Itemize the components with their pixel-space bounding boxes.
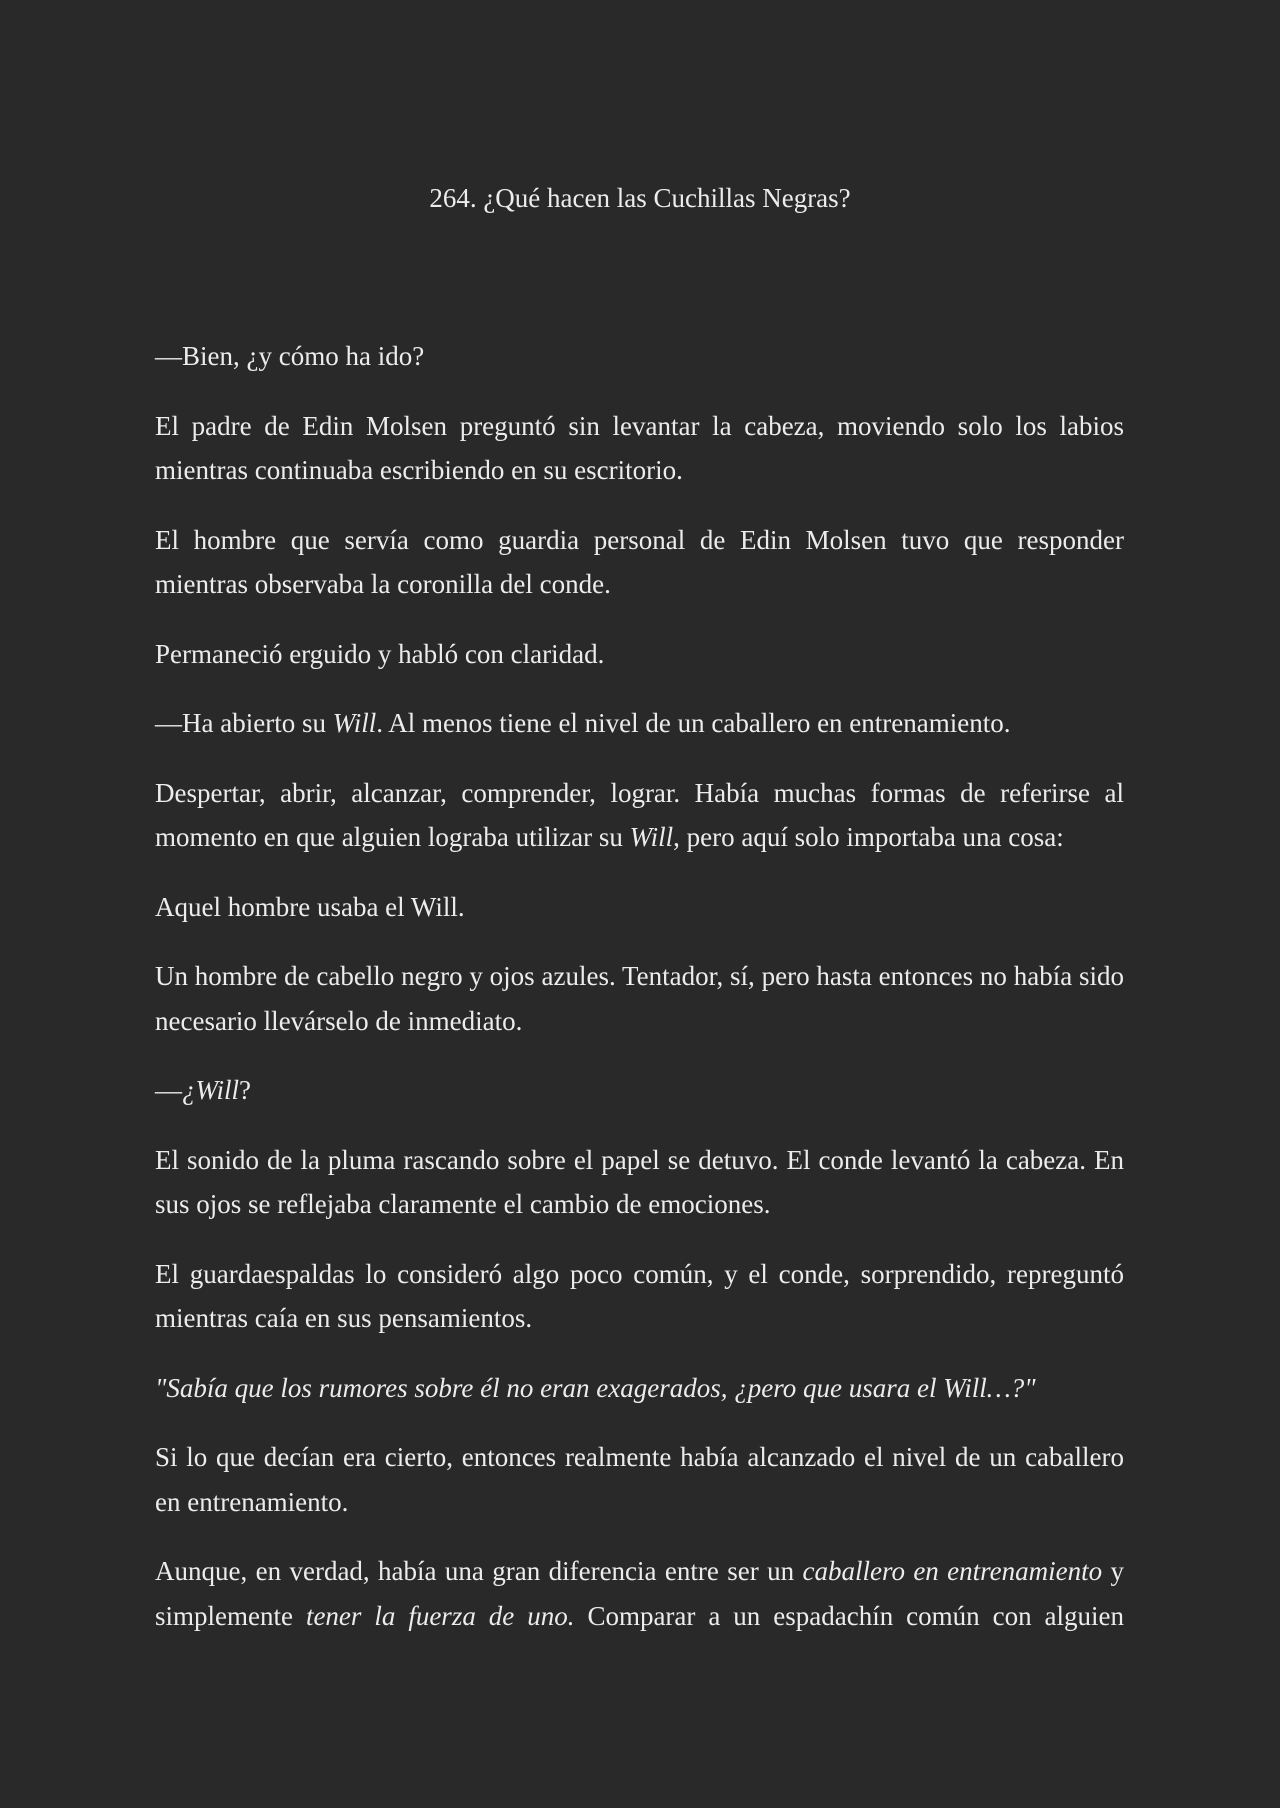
paragraph: Permaneció erguido y habló con claridad. bbox=[155, 638, 605, 669]
paragraph: El padre de Edin Molsen preguntó sin levantar la cabeza, moviendo solo los labios mientras continuaba escribiendo en su escritorio. bbox=[155, 410, 1124, 485]
italic-text: Will bbox=[629, 822, 674, 852]
italic-text: caballero en entrenamiento bbox=[802, 1556, 1103, 1586]
text-span: — bbox=[155, 1075, 182, 1105]
text-span: , pero aquí solo importaba una cosa: bbox=[673, 822, 1064, 852]
chapter-content bbox=[155, 334, 1124, 1663]
italic-text: Will bbox=[332, 708, 377, 738]
paragraph: El sonido de la pluma rascando sobre el papel se detuvo. El conde levantó la cabeza. En sus ojos se reflejaba claramente el cambio de emociones. bbox=[155, 1144, 1124, 1219]
paragraph bbox=[155, 1549, 1124, 1638]
italic-text: tener la fuerza de uno. bbox=[305, 1600, 575, 1631]
italic-text: "Sabía que los rumores sobre él no eran exagerados, ¿pero que usara el Will…?" bbox=[155, 1372, 1036, 1403]
text-span: Aunque, en verdad, había una gran diferencia entre ser un bbox=[155, 1556, 803, 1586]
text-span: ? bbox=[239, 1075, 251, 1105]
paragraph: El guardaespaldas lo consideró algo poco común, y el conde, sorprendido, repreguntó mientras caía en sus pensamientos. bbox=[155, 1258, 1124, 1333]
paragraph bbox=[155, 1068, 1124, 1113]
text-span: Comparar a un espadachín común con alguien bbox=[574, 1600, 1125, 1631]
paragraph bbox=[155, 701, 1124, 746]
paragraph: —Bien, ¿y cómo ha ido? bbox=[155, 341, 425, 371]
text-span: —Ha abierto su bbox=[155, 708, 333, 738]
paragraph: Aquel hombre usaba el Will. bbox=[155, 891, 465, 922]
paragraph bbox=[155, 771, 1124, 860]
paragraph: El hombre que servía como guardia personal de Edin Molsen tuvo que responder mientras observaba la coronilla del conde. bbox=[155, 524, 1124, 599]
text-span: y simplemente bbox=[155, 1556, 1125, 1631]
paragraph bbox=[155, 1366, 1124, 1411]
paragraph: Si lo que decían era cierto, entonces realmente había alcanzado el nivel de un caballero en entrenamiento. bbox=[155, 1442, 1124, 1517]
text-span: . Al menos tiene el nivel de un caballero en entrenamiento. bbox=[376, 708, 1011, 738]
italic-text: ¿Will bbox=[182, 1075, 240, 1105]
text-span: Despertar, abrir, alcanzar, comprender, lograr. Había muchas formas de referirse al momento en que alguien lograba utilizar su bbox=[155, 777, 1124, 852]
chapter-title: 264. ¿Qué hacen las Cuchillas Negras? bbox=[429, 183, 851, 213]
paragraph: Un hombre de cabello negro y ojos azules. Tentador, sí, pero hasta entonces no había sido necesario llevárselo de inmediato. bbox=[155, 961, 1124, 1036]
